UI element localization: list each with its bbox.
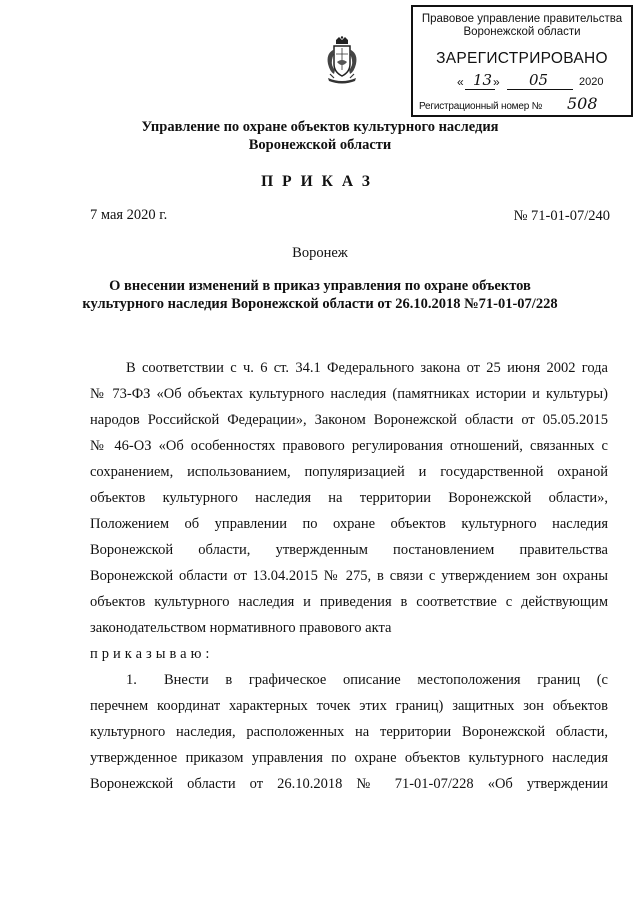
organization-name-line1: Управление по охране объектов культурного наследия [141,119,499,135]
body-line: № 73-ФЗ «Об объектах культурного наследия (памятниках истории и культуры) [90,386,608,402]
stamp-day: 13 [473,71,493,89]
order-word: приказываю: [90,646,214,662]
item-line: утвержденное приказом управления по охране объектов культурного наследия [90,750,608,766]
document-date: 7 мая 2020 г. [90,207,168,223]
stamp-registered-text: ЗАРЕГИСТРИРОВАНО [436,50,608,67]
document-title: ПРИКАЗ [261,173,379,190]
body-line: Воронежской области, утвержденным постановлением правительства [90,542,608,558]
stamp-number-row [417,94,625,115]
stamp-month: 05 [529,71,549,89]
body-line: объектов культурного наследия на территории Воронежской области», [90,490,608,506]
stamp-date-row: « 13 » 05 2020 [457,71,604,89]
item-number: 1. [126,672,137,688]
body-line: № 46-ОЗ «Об особенностях правового регулирования отношений, связанных с [90,438,608,454]
document-number: № 71-01-07/240 [513,208,610,224]
coat-of-arms-icon [322,36,362,86]
body-line: В соответствии с ч. 6 ст. 34.1 Федерального закона от 25 июня 2002 года [126,360,608,376]
body-line: объектов культурного наследия и приведения в соответствие с действующим [90,594,608,610]
stamp-year: 2020 [579,76,604,88]
body-line: сохранением, использованием, популяризацией и государственной охраной [90,464,608,480]
registration-stamp [411,5,633,117]
document-city: Воронеж [292,245,348,261]
item-line: культурного наследия, расположенных на территории Воронежской области, [90,724,608,740]
stamp-authority-line2: Воронежской области [463,26,581,38]
body-line: Воронежской области от 13.04.2015 № 275, в связи с утверждением зон охраны [90,568,608,584]
stamp-number: 508 [567,94,598,113]
stamp-authority-line1: Правовое управление правительства [421,13,623,25]
body-line: Положением об управлении по охране объектов культурного наследия [90,516,608,532]
body-line: законодательством нормативного правового акта [90,620,392,636]
item-line: перечнем координат характерных точек этих границ) защитных зон объектов [90,698,608,714]
item-first-line: Внести в графическое описание местоположения границ (с [164,672,608,688]
organization-name-line2: Воронежской области [248,137,392,153]
body-line: народов Российской Федерации», Законом Воронежской области от 05.05.2015 [90,412,608,428]
subject-line2: культурного наследия Воронежской области от 26.10.2018 №71-01-07/228 [82,296,558,312]
subject-line1: О внесении изменений в приказ управления по охране объектов [109,278,531,294]
item-line: Воронежской области от 26.10.2018 № 71-01-07/228 «Об утверждении [90,776,608,792]
stamp-number-label: Регистрационный номер № [419,101,543,112]
